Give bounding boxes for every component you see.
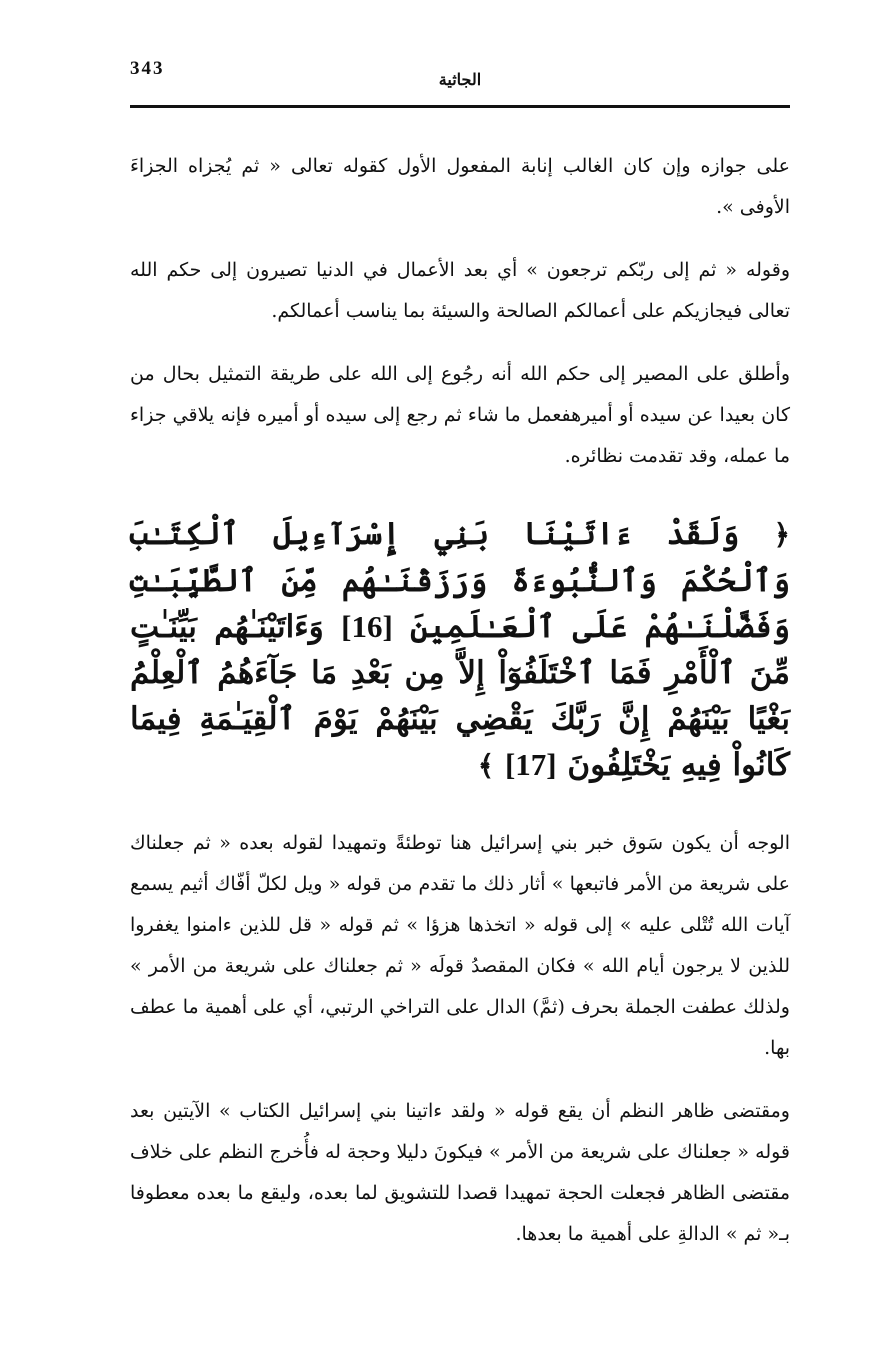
page-body: [130, 146, 790, 1277]
paragraph-2: وقوله « ثم إلى ربّكم ترجعون » أي بعد الأعمال في الدنيا تصيرون إلى حكم الله تعالى فيجازيكم على أعمالكم الصالحة والسيئة بما يناسب أعمالكم.: [130, 259, 790, 322]
verse-open-bracket: ﴿: [773, 518, 790, 551]
page-header: [130, 50, 790, 102]
surah-title: الجاثية: [438, 70, 482, 89]
verse-line-4: ٱلْعِلْمُ بَغْيًا بَيْنَهُمْ إِنَّ رَبَّكَ يَقْضِي بَيْنَهُمْ يَوْمَ ٱلْقِيَـٰمَةِ فِيمَا كَانُواْ: [130, 655, 790, 783]
paragraph-5: ومقتضى ظاهر النظم أن يقع قوله « ولقد ءاتينا بني إسرائيل الكتاب » الآيتين بعد قوله « جعلناك على شريعة من الأمر » فيكونَ دليلا وحجة له فأُخرج النظم على خلاف مقتضى الظاهر فجعلت الحجة تمهيدا قصدا للتشويق لما بعده، وليقع ما بعده معطوفا بـ« ثم » الدالةِ على أهمية ما بعدها.: [130, 1100, 790, 1245]
page-number: 343: [130, 58, 165, 79]
verse-line-2: وَرَزَقْنَـٰهُم مِّنَ ٱلطَّيِّبَـٰتِ وَفَضَّلْنَـٰهُمْ عَلَى ٱلْعَـٰلَمِينَ: [130, 563, 790, 645]
verse-line-5: فِيهِ يَخْتَلِفُونَ: [567, 747, 722, 783]
verse-number-16: [16]: [341, 609, 393, 644]
quran-verse-block: [130, 511, 790, 789]
verse-line-3: وَءَاتَيْنَـٰهُم بَيِّنَـٰتٍ مِّنَ ٱلْأَمْرِ فَمَا ٱخْتَلَفُوٓاْ إِلاَّ مِن بَعْدِ مَا جَآءَهُمُ: [130, 609, 791, 691]
paragraph-3: وأطلق على المصير إلى حكم الله أنه رجُوع إلى الله على طريقة التمثيل بحال من كان بعيدا عن سيده أو أميرهفعمل ما شاء ثم رجع إلى سيده أو أميره فإنه يلاقي جزاء ما عمله، وقد تقدمت نظائره.: [130, 363, 790, 467]
paragraph-4: الوجه أن يكون سَوق خبر بني إسرائيل هنا توطئةً وتمهيدا لقوله بعده « ثم جعلناك على شريعة من الأمر فاتبعها » أثار ذلك ما تقدم من قوله « ويل لكلّ أفّاك أثيم يسمع آيات الله تُتْلى عليه » إلى قوله « اتخذها هزؤا » ثم قوله « قل للذين ءامنوا يغفروا للذين لا يرجون أيام الله » فكان المقصدُ قولَه « ثم جعلناك على شريعة من الأمر » ولذلك عطفت الجملة بحرف (ثمَّ) الدال على التراخي الرتبي، أي على أهمية ما عطف بها.: [130, 832, 790, 1059]
paragraph-1: على جوازه وإن كان الغالب إنابة المفعول الأول كقوله تعالى « ثم يُجزاه الجزاءَ الأوفى ».: [130, 155, 790, 218]
header-divider: [130, 105, 790, 108]
verse-number-17: [17]: [504, 747, 557, 782]
verse-line-1: وَلَقَدْ ءَاتَيْنَا بَنِي إِسْرَآءِيلَ ٱلْكِتَـٰبَ وَٱلْحُكْمَ وَٱلنُّبُوءَةَ: [130, 516, 791, 599]
verse-close-bracket: ﴾: [477, 749, 495, 782]
